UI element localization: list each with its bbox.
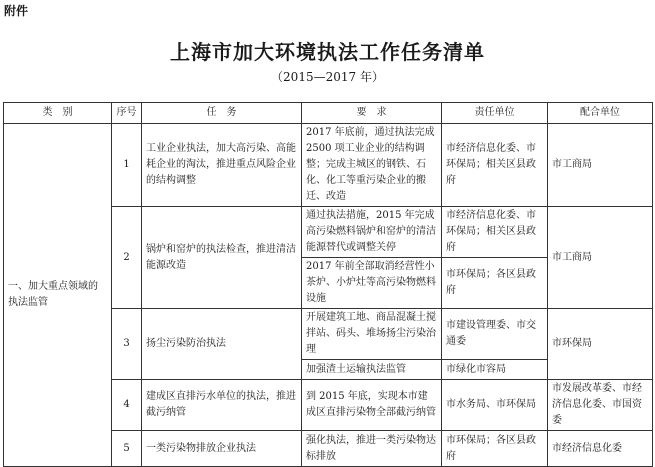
header-responsible: 责任单位: [442, 103, 548, 124]
requirement-cell: 开展建筑工地、商品混凝土搅拌站、码头、堆场扬尘污染治理: [302, 309, 442, 360]
page-title: 上海市加大环境执法工作任务清单: [170, 40, 485, 64]
attachment-label: 附件: [4, 4, 29, 18]
cooperating-cell: 市工商局: [548, 124, 653, 207]
requirement-cell: 2017 年底前，通过执法完成 2500 项工业企业的结构调整；完成主城区的钢铁、石化、化工等重污染企业的搬迁、改造: [302, 124, 442, 207]
requirement-cell: 通过执法措施，2015 年完成高污染燃料锅炉和窑炉的清洁能源替代或调整关停: [302, 207, 442, 258]
requirement-cell: 2017 年前全部取消经营性小茶炉、小炉灶等高污染物燃料设施: [302, 258, 442, 309]
cooperating-cell: 市环保局: [548, 309, 653, 380]
cooperating-cell: 市经济信息化委: [548, 431, 653, 467]
row-number: 5: [112, 431, 142, 467]
responsible-cell: 市经济信息化委、市环保局；相关区县政府: [442, 124, 548, 207]
task-cell: 扬尘污染防治执法: [142, 309, 302, 380]
header-cooperating: 配合单位: [548, 103, 653, 124]
row-number: 2: [112, 207, 142, 309]
responsible-cell: 市环保局；各区县政府: [442, 431, 548, 467]
responsible-cell: 市水务局、市环保局: [442, 380, 548, 431]
cooperating-cell: 市发展改革委、市经济信息化委、市国资委: [548, 380, 653, 431]
table-header-row: [4, 103, 653, 124]
page-subtitle: （2015—2017 年）: [271, 70, 384, 84]
requirement-cell: 加强渣土运输执法监管: [302, 360, 442, 380]
header-number: 序号: [112, 103, 142, 124]
requirement-cell: 强化执法，推进一类污染物达标排放: [302, 431, 442, 467]
cooperating-cell: 市工商局: [548, 207, 653, 309]
table-row: [4, 124, 653, 207]
task-cell: 建成区直排污水单位的执法，推进截污纳管: [142, 380, 302, 431]
task-cell: 工业企业执法，加大高污染、高能耗企业的淘汰，推进重点风险企业的结构调整: [142, 124, 302, 207]
responsible-cell: 市经济信息化委、市环保局；相关区县政府: [442, 207, 548, 258]
requirement-cell: 到 2015 年底，实现本市建成区直排污染物全部截污纳管: [302, 380, 442, 431]
task-cell: 锅炉和窑炉的执法检查，推进清洁能源改造: [142, 207, 302, 309]
row-number: 3: [112, 309, 142, 380]
task-cell: 一类污染物排放企业执法: [142, 431, 302, 467]
category-cell: 一、加大重点领域的执法监管: [4, 124, 112, 467]
row-number: 4: [112, 380, 142, 431]
header-category: 类 别: [4, 103, 112, 124]
responsible-cell: 市环保局；各区县政府: [442, 258, 548, 309]
task-table: [3, 102, 653, 467]
responsible-cell: 市绿化市容局: [442, 360, 548, 380]
header-requirement: 要 求: [302, 103, 442, 124]
header-task: 任 务: [142, 103, 302, 124]
row-number: 1: [112, 124, 142, 207]
responsible-cell: 市建设管理委、市交通委: [442, 309, 548, 360]
